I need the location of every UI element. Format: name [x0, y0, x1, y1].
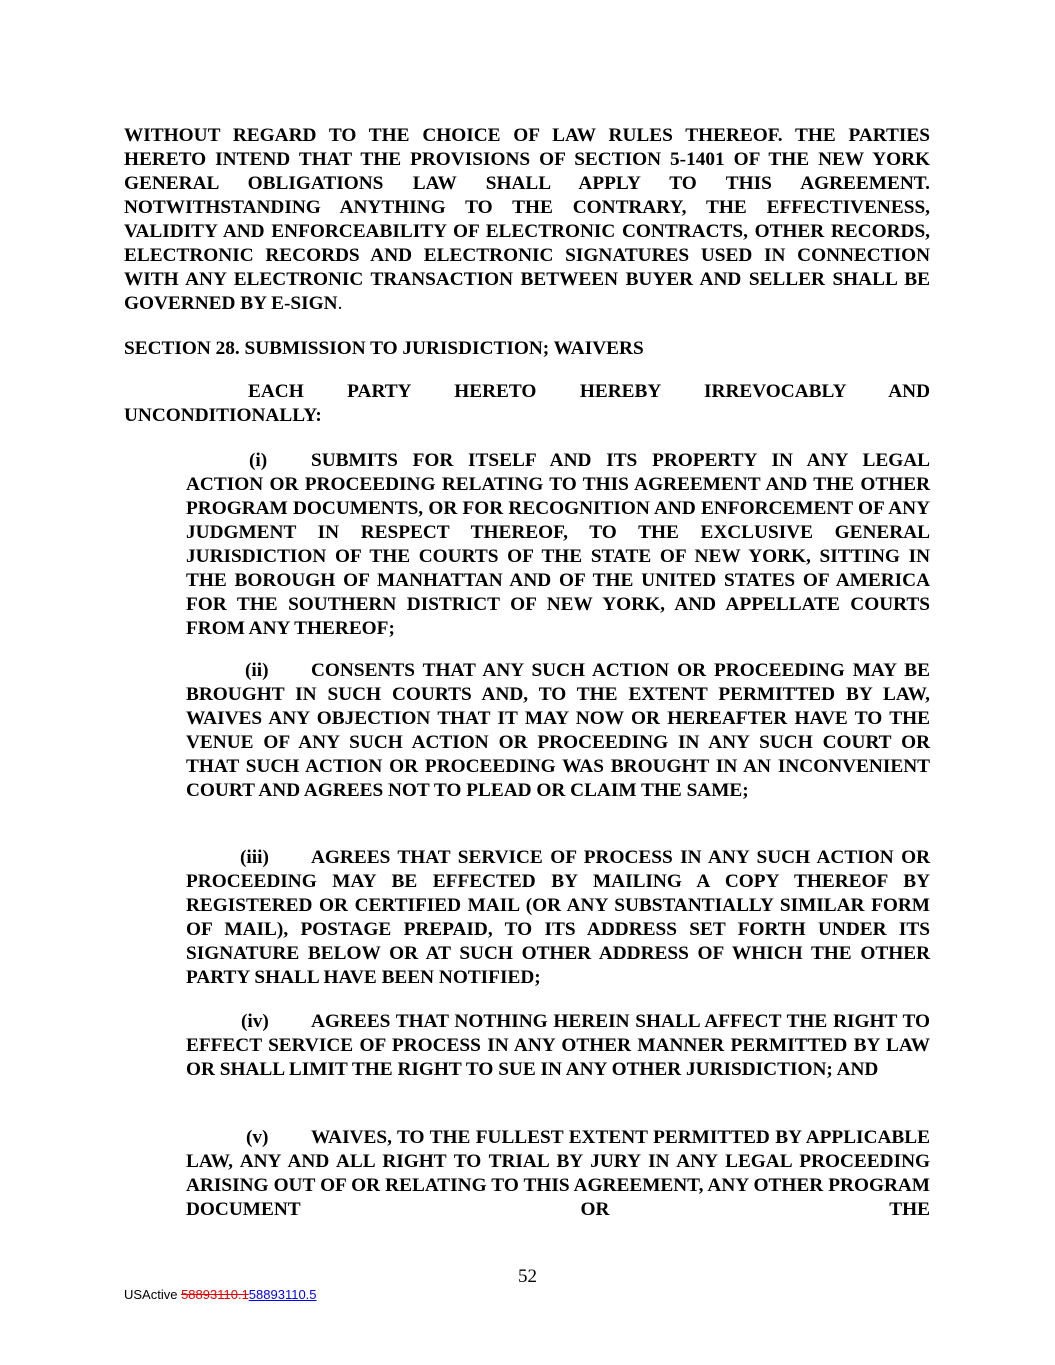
intro-paragraph: EACH PARTY HERETO HEREBY IRREVOCABLY AND UNCONDITIONALLY:	[124, 381, 930, 426]
page-number: 52	[518, 1266, 537, 1287]
clause-ii	[186, 659, 930, 803]
clause-text: AGREES THAT SERVICE OF PROCESS IN ANY SUCH ACTION OR PROCEEDING MAY BE EFFECTED BY MAILING A COPY THEREOF BY REGISTERED OR CERTIFIED MAIL (OR ANY SUBSTANTIALLY SIMILAR FORM OF MAIL), POSTAGE PREPAID, TO ITS ADDRESS SET FORTH UNDER ITS SIGNATURE BELOW OR AT SUCH OTHER ADDRESS OF WHICH THE OTHER PARTY SHALL HAVE BEEN NOTIFIED;	[186, 847, 930, 988]
clause-text: SUBMITS FOR ITSELF AND ITS PROPERTY IN ANY LEGAL ACTION OR PROCEEDING RELATING TO THIS AGREEMENT AND THE OTHER PROGRAM DOCUMENTS, OR FOR RECOGNITION AND ENFORCEMENT OF ANY JUDGMENT IN RESPECT THEREOF, TO THE EXCLUSIVE GENERAL JURISDICTION OF THE COURTS OF THE STATE OF NEW YORK, SITTING IN THE BOROUGH OF MANHATTAN AND OF THE UNITED STATES OF AMERICA FOR THE SOUTHERN DISTRICT OF NEW YORK, AND APPELLATE COURTS FROM ANY THEREOF;	[186, 450, 930, 639]
clause-iv	[186, 1010, 930, 1082]
clause-number: (i)	[249, 450, 268, 471]
section-heading: SECTION 28. SUBMISSION TO JURISDICTION; WAIVERS	[124, 338, 644, 359]
clause-number: (iv)	[241, 1011, 269, 1032]
clause-number: (v)	[246, 1127, 269, 1148]
clause-number: (iii)	[240, 847, 269, 868]
clause-v	[186, 1126, 930, 1222]
new-document-id: 58893110.5	[248, 1287, 317, 1302]
continuation-text: WITHOUT REGARD TO THE CHOICE OF LAW RULES THEREOF. THE PARTIES HERETO INTEND THAT THE PROVISIONS OF SECTION 5-1401 OF THE NEW YORK GENERAL OBLIGATIONS LAW SHALL APPLY TO THIS AGREEMENT. NOTWITHSTANDING ANYTHING TO THE CONTRARY, THE EFFECTIVENESS, VALIDITY AND ENFORCEABILITY OF ELECTRONIC CONTRACTS, OTHER RECORDS, ELECTRONIC RECORDS AND ELECTRONIC SIGNATURES USED IN CONNECTION WITH ANY ELECTRONIC TRANSACTION BETWEEN BUYER AND SELLER SHALL BE GOVERNED BY E-SIGN	[124, 125, 930, 314]
clause-text: CONSENTS THAT ANY SUCH ACTION OR PROCEEDING MAY BE BROUGHT IN SUCH COURTS AND, TO THE EXTENT PERMITTED BY LAW, WAIVES ANY OBJECTION THAT IT MAY NOW OR HEREAFTER HAVE TO THE VENUE OF ANY SUCH ACTION OR PROCEEDING IN ANY SUCH COURT OR THAT SUCH ACTION OR PROCEEDING WAS BROUGHT IN AN INCONVENIENT COURT AND AGREES NOT TO PLEAD OR CLAIM THE SAME;	[186, 660, 930, 801]
clause-number: (ii)	[245, 660, 269, 681]
clause-text: AGREES THAT NOTHING HEREIN SHALL AFFECT THE RIGHT TO EFFECT SERVICE OF PROCESS IN ANY OTHER MANNER PERMITTED BY LAW OR SHALL LIMIT THE RIGHT TO SUE IN ANY OTHER JURISDICTION; AND	[186, 1011, 930, 1080]
document-id-footer	[124, 1287, 317, 1302]
clause-i	[186, 449, 930, 641]
clause-iii	[186, 846, 930, 990]
continuation-period: .	[337, 293, 343, 314]
footer-label: USActive	[124, 1287, 182, 1302]
old-document-id: 58893110.1	[181, 1287, 249, 1302]
continuation-paragraph	[124, 124, 930, 316]
clause-text: WAIVES, TO THE FULLEST EXTENT PERMITTED BY APPLICABLE LAW, ANY AND ALL RIGHT TO TRIAL BY JURY IN ANY LEGAL PROCEEDING ARISING OUT OF OR RELATING TO THIS AGREEMENT, ANY OTHER PROGRAM DOCUMENT OR THE	[186, 1127, 930, 1220]
